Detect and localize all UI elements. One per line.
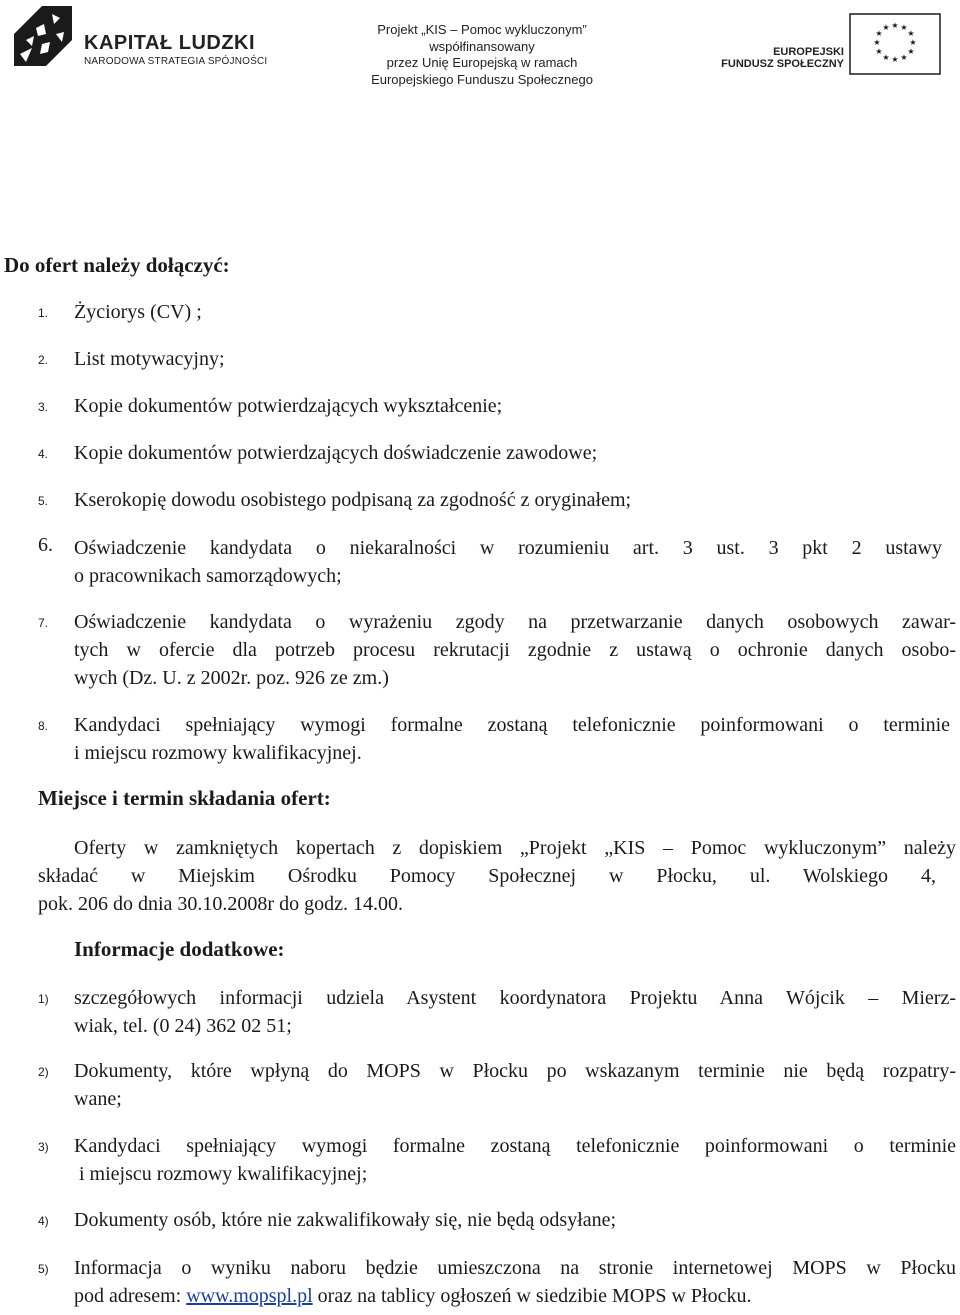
address-prefix: pod adresem:	[74, 1285, 187, 1307]
svg-text:★: ★	[882, 53, 890, 62]
list-item-continuation: wych (Dz. U. z 2002r. poz. 926 ze zm.)	[74, 667, 389, 689]
list-item: Oświadczenie kandydata o wyrażeniu zgody na przetwarzanie danych osobowych zawar-	[74, 611, 956, 633]
list-number: 5)	[38, 1262, 49, 1276]
info-item-continuation: wiak, tel. (0 24) 362 02 51;	[74, 1015, 292, 1037]
svg-text:★: ★	[909, 38, 917, 47]
svg-text:★: ★	[891, 55, 899, 64]
list-item-continuation: tych w ofercie dla potrzeb procesu rekrutacji zgodnie z ustawą o ochronie danych osobo-	[74, 639, 956, 661]
eu-fund-label	[716, 46, 844, 70]
svg-text:★: ★	[907, 47, 915, 56]
mops-website-link[interactable]: www.mopspl.pl	[186, 1285, 313, 1307]
submission-text: składać w Miejskim Ośrodku Pomocy Społecznej w Płocku, ul. Wolskiego 4,	[38, 865, 936, 887]
list-number: 2)	[38, 1065, 49, 1079]
attachments-heading: Do ofert należy dołączyć:	[4, 253, 230, 277]
list-item: Oświadczenie kandydata o niekaralności w rozumieniu art. 3 ust. 3 pkt 2 ustawy	[74, 537, 942, 559]
list-item: Kandydaci spełniający wymogi formalne zostaną telefonicznie poinformowani o terminie	[74, 714, 950, 736]
list-number: 8.	[38, 719, 49, 733]
list-number: 4)	[38, 1214, 49, 1228]
page-header	[0, 0, 960, 110]
eu-flag-icon	[849, 13, 941, 75]
svg-text:★: ★	[882, 23, 890, 32]
info-item-continuation: i miejscu rozmowy kwalifikacyjnej;	[79, 1163, 368, 1185]
list-item-continuation: o pracownikach samorządowych;	[74, 565, 342, 587]
submission-text: pok. 206 do dnia 30.10.2008r do godz. 14.00.	[38, 893, 403, 915]
address-suffix: oraz na tablicy ogłoszeń w siedzibie MOPS w Płocku.	[312, 1285, 752, 1307]
list-number: 4.	[38, 447, 49, 461]
info-item-continuation	[74, 1282, 751, 1310]
list-number: 3)	[38, 1140, 49, 1154]
info-item: Informacja o wyniku naboru będzie umieszczona na stronie internetowej MOPS w Płocku	[74, 1257, 956, 1279]
info-item-continuation: wane;	[74, 1088, 122, 1110]
list-item: List motywacyjny;	[74, 348, 225, 370]
logo-title: KAPITAŁ LUDZKI	[84, 32, 256, 54]
eu-label-line2: FUNDUSZ SPOŁECZNY	[721, 58, 844, 70]
info-item: Kandydaci spełniający wymogi formalne zostaną telefonicznie poinformowani o terminie	[74, 1135, 956, 1157]
additional-info-heading: Informacje dodatkowe:	[74, 937, 285, 961]
project-line: współfinansowany	[429, 38, 535, 54]
list-item: Kopie dokumentów potwierdzających wykształcenie;	[74, 395, 503, 417]
kapital-ludzki-logo	[12, 4, 74, 68]
svg-text:★: ★	[873, 38, 881, 47]
project-cofinancing-note	[352, 22, 612, 88]
submission-text: Oferty w zamkniętych kopertach z dopiskiem „Projekt „KIS – Pomoc wykluczonym” należy	[74, 837, 956, 859]
list-number: 2.	[38, 353, 49, 367]
submission-heading: Miejsce i termin składania ofert:	[38, 786, 331, 810]
info-item: Dokumenty, które wpłyną do MOPS w Płocku po wskazanym terminie nie będą rozpatry-	[74, 1060, 956, 1082]
list-number: 3.	[38, 400, 49, 414]
list-item: Kserokopię dowodu osobistego podpisaną za zgodność z oryginałem;	[74, 489, 632, 511]
project-line: Projekt „KIS – Pomoc wykluczonym”	[377, 22, 587, 37]
kapital-ludzki-wordmark	[84, 32, 267, 67]
project-line: przez Unię Europejską w ramach	[386, 55, 578, 70]
list-number: 6.	[38, 534, 53, 556]
list-item-continuation: i miejscu rozmowy kwalifikacyjnej.	[74, 742, 362, 764]
svg-text:★: ★	[900, 23, 908, 32]
info-item: szczegółowych informacji udziela Asystent koordynatora Projektu Anna Wójcik – Mierz-	[74, 987, 956, 1009]
svg-text:★: ★	[891, 21, 899, 30]
svg-text:★: ★	[875, 29, 883, 38]
logo-subtitle: NARODOWA STRATEGIA SPÓJNOŚCI	[84, 56, 268, 67]
svg-text:★: ★	[875, 47, 883, 56]
svg-text:★: ★	[900, 53, 908, 62]
list-number: 1.	[38, 306, 49, 320]
eu-label-line1: EUROPEJSKI	[773, 46, 844, 58]
project-line: Europejskiego Funduszu Społecznego	[371, 71, 593, 87]
list-item: Życiorys (CV) ;	[74, 301, 202, 323]
list-number: 5.	[38, 494, 49, 508]
svg-text:★: ★	[907, 29, 915, 38]
info-item: Dokumenty osób, które nie zakwalifikowały się, nie będą odsyłane;	[74, 1209, 617, 1231]
list-number: 1)	[38, 992, 49, 1006]
list-item: Kopie dokumentów potwierdzających doświadczenie zawodowe;	[74, 442, 598, 464]
list-number: 7.	[38, 616, 49, 630]
